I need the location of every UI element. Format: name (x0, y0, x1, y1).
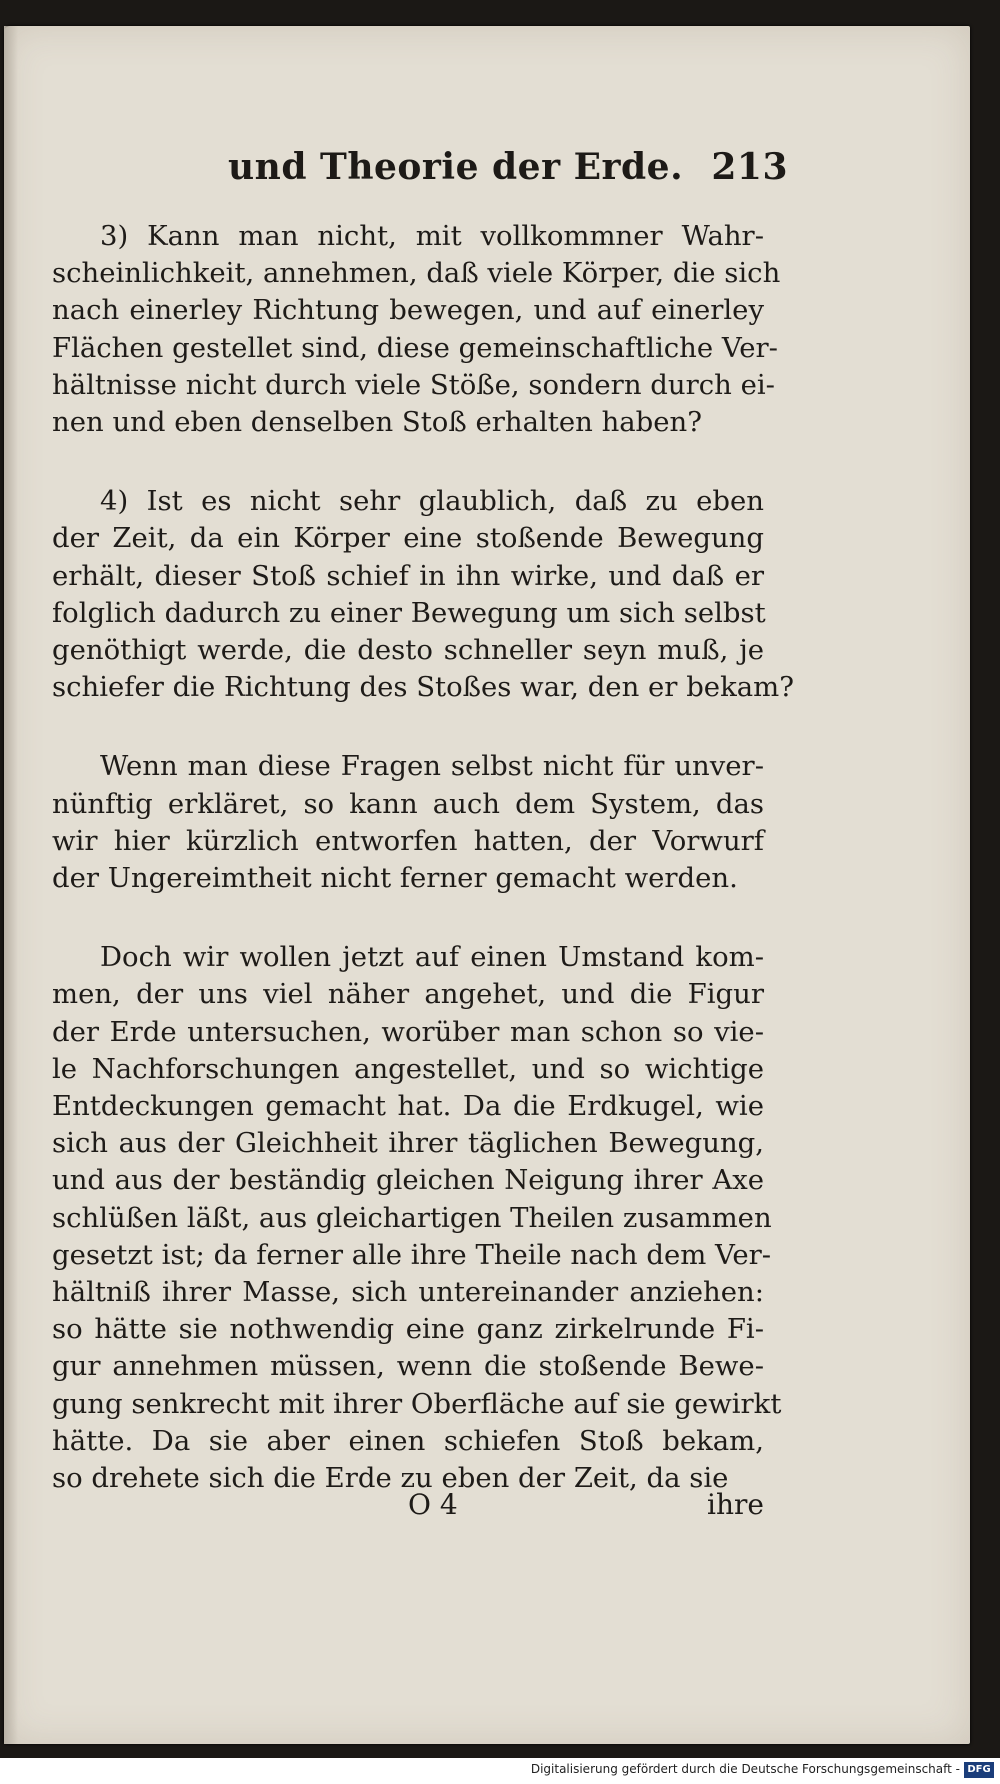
paragraph (52, 218, 781, 441)
text-line: Entdeckungen gemacht hat. Da die Erdkugel, wie (52, 1090, 764, 1123)
text-line: schiefer die Richtung des Stoßes war, den er bekam? (52, 671, 794, 704)
dfg-logo: DFG (964, 1762, 994, 1778)
credit-text: Digitalisierung gefördert durch die Deutsche Forschungsgemeinschaft - (530, 1762, 960, 1776)
text-line: Wenn man diese Fragen selbst nicht für unver- (100, 750, 764, 783)
text-line: folglich dadurch zu einer Bewegung um sich selbst (52, 596, 766, 629)
text-line: hältnisse nicht durch viele Stöße, sondern durch ei- (52, 368, 775, 401)
paragraph (52, 483, 794, 706)
catchword: ihre (707, 1488, 764, 1521)
text-line: so drehete sich die Erde zu eben der Zeit, da sie (52, 1462, 729, 1495)
text-line: nünftig erkläret, so kann auch dem System, das (52, 787, 764, 820)
page-number: 213 (711, 146, 788, 188)
text-line: schlüßen läßt, aus gleichartigen Theilen zusammen (52, 1201, 772, 1234)
text-line: der Erde untersuchen, worüber man schon so vie- (52, 1015, 764, 1048)
body-text (52, 218, 794, 1497)
text-line: 3) Kann man nicht, mit vollkommner Wahr- (100, 220, 764, 252)
text-line: sich aus der Gleichheit ihrer täglichen Bewegung, (52, 1127, 764, 1160)
text-line: men, der uns viel näher angehet, und die Figur (52, 978, 764, 1011)
text-line: und aus der beständig gleichen Neigung ihrer Axe (52, 1164, 764, 1197)
text-line: der Ungereimtheit nicht ferner gemacht werden. (52, 862, 738, 895)
text-line: wir hier kürzlich entworfen hatten, der Vorwurf (52, 824, 764, 857)
paragraph (52, 748, 764, 897)
signature-mark: O 4 (408, 1488, 458, 1521)
text-line: erhält, dieser Stoß schief in ihn wirke, und daß er (52, 559, 764, 592)
text-line: hältniß ihrer Masse, sich untereinander anziehen: (52, 1276, 764, 1309)
digitization-credit-bar (0, 1758, 1000, 1784)
text-line: so hätte sie nothwendig eine ganz zirkelrunde Fi- (52, 1313, 764, 1346)
paragraph-gap (52, 441, 764, 483)
text-line: gur annehmen müssen, wenn die stoßende Bewe- (52, 1350, 764, 1383)
text-line: Doch wir wollen jetzt auf einen Umstand kom- (100, 941, 764, 974)
text-line: scheinlichkeit, annehmen, daß viele Körper, die sich (52, 257, 781, 290)
text-line: gung senkrecht mit ihrer Oberfläche auf sie gewirkt (52, 1387, 782, 1420)
text-line: der Zeit, da ein Körper eine stoßende Bewegung (52, 522, 764, 555)
text-line: hätte. Da sie aber einen schiefen Stoß bekam, (52, 1424, 764, 1457)
paragraph-gap (52, 706, 764, 748)
text-line: gesetzt ist; da ferner alle ihre Theile nach dem Ver- (52, 1238, 772, 1271)
paragraph-gap (52, 897, 764, 939)
paragraph (52, 939, 782, 1497)
text-line: nen und eben denselben Stoß erhalten haben? (52, 406, 703, 439)
text-line: le Nachforschungen angestellet, und so wichtige (52, 1052, 764, 1085)
running-title: und Theorie der Erde. (228, 146, 684, 188)
running-head (228, 146, 788, 196)
text-line: 4) Ist es nicht sehr glaublich, daß zu eben (100, 485, 764, 518)
text-line: genöthigt werde, die desto schneller seyn muß, je (52, 634, 764, 667)
page-footer (52, 1488, 764, 1528)
text-line: nach einerley Richtung bewegen, und auf einerley (52, 294, 764, 327)
page-gutter-shadow (4, 26, 18, 1744)
text-line: Flächen gestellet sind, diese gemeinschaftliche Ver- (52, 331, 778, 364)
